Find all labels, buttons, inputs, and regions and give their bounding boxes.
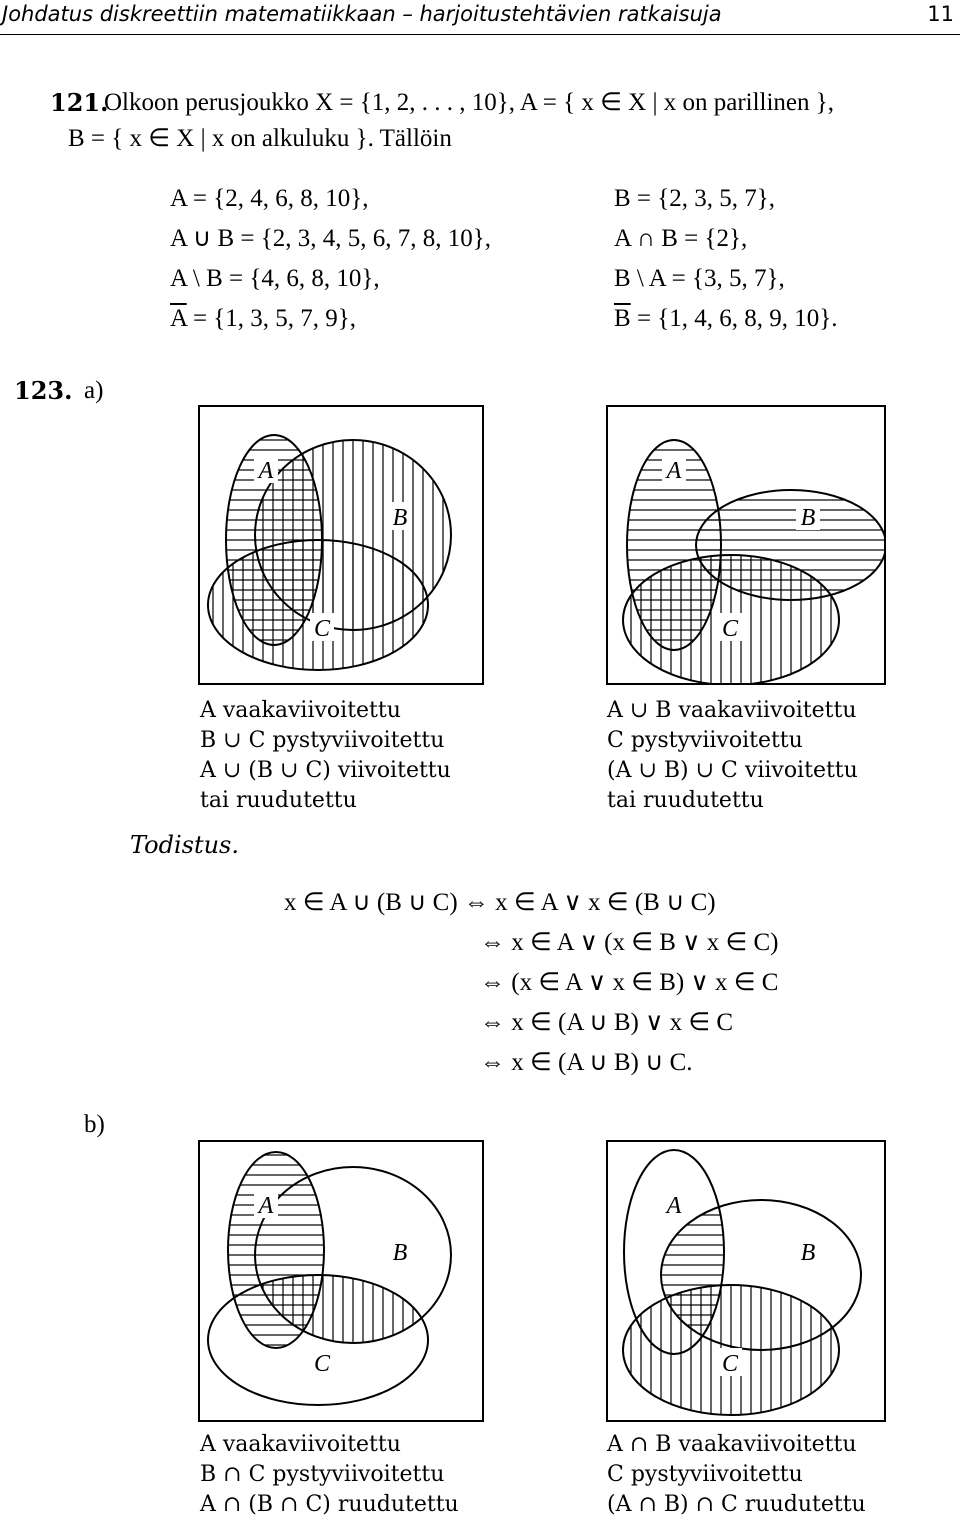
caption-b-left-3: A ∩ (B ∩ C) ruudutettu <box>200 1492 459 1517</box>
difference-ba-line: B \ A = {3, 5, 7}, <box>614 265 785 292</box>
label-b: B <box>392 1240 408 1266</box>
label-a: A <box>666 1193 682 1219</box>
proof-line-3: ⇔ (x ∈ A ∨ x ∈ B) ∨ x ∈ C <box>480 969 779 996</box>
label-c: C <box>313 1351 331 1377</box>
complement-b-symbol: $\overline{B}$ <box>614 305 631 332</box>
header-rule <box>0 34 960 35</box>
set-a-line: A = {2, 4, 6, 8, 10}, <box>170 185 369 212</box>
label-c: C <box>721 1351 739 1377</box>
complement-b-value: = {1, 4, 6, 8, 9, 10}. <box>636 305 838 332</box>
label-c: C <box>721 616 739 642</box>
proof-line-1: x ∈ A ∪ (B ∪ C) ⇔ x ∈ A ∨ x ∈ (B ∪ C) <box>284 889 716 916</box>
proof-line-2: ⇔ x ∈ A ∨ (x ∈ B ∨ x ∈ C) <box>480 929 779 956</box>
part-a-label: a) <box>84 377 104 404</box>
header-title: Johdatus diskreettiin matematiikkaan – harjoitustehtävien ratkaisuja <box>2 2 722 26</box>
intersection-line: A ∩ B = {2}, <box>614 225 748 252</box>
label-a: A <box>666 458 682 484</box>
label-b: B <box>392 505 408 531</box>
caption-a-right-1: A ∪ B vaakaviivoitettu <box>607 698 857 723</box>
set-b-line: B = {2, 3, 5, 7}, <box>614 185 776 212</box>
label-a: A <box>258 458 274 484</box>
venn-b-left <box>198 1140 484 1422</box>
problem-121-line2: B = { x ∈ X | x on alkuluku }. Tällöin <box>68 125 452 152</box>
caption-b-right-2: C pystyviivoitettu <box>607 1462 803 1487</box>
caption-b-right-1: A ∩ B vaakaviivoitettu <box>607 1432 857 1457</box>
caption-b-right-3: (A ∩ B) ∩ C ruudutettu <box>607 1492 866 1517</box>
complement-a-line <box>170 304 356 334</box>
caption-a-right-3: (A ∪ B) ∪ C viivoitettu <box>607 758 858 783</box>
label-b: B <box>800 505 816 531</box>
caption-b-left-1: A vaakaviivoitettu <box>200 1432 401 1457</box>
difference-ab-line: A \ B = {4, 6, 8, 10}, <box>170 265 380 292</box>
venn-a-left <box>198 405 484 685</box>
proof-label: Todistus. <box>130 831 239 859</box>
caption-a-left-3: A ∪ (B ∪ C) viivoitettu <box>200 758 451 783</box>
label-a: A <box>258 1193 274 1219</box>
caption-a-right-4: tai ruudutettu <box>607 788 764 813</box>
venn-a-right <box>606 405 886 685</box>
proof-line-5: ⇔ x ∈ (A ∪ B) ∪ C. <box>480 1049 693 1076</box>
problem-121-number: 121. <box>50 88 109 117</box>
union-line: A ∪ B = {2, 3, 4, 5, 6, 7, 8, 10}, <box>170 225 491 252</box>
complement-a-symbol: $\overline{A}$ <box>170 305 187 332</box>
complement-b-line <box>614 304 838 334</box>
problem-121-line1: Olkoon perusjoukko X = {1, 2, . . . , 10}, A = { x ∈ X | x on parillinen }, <box>104 89 835 116</box>
complement-a-value: = {1, 3, 5, 7, 9}, <box>192 305 357 332</box>
caption-a-left-2: B ∪ C pystyviivoitettu <box>200 728 445 753</box>
part-b-label: b) <box>84 1111 105 1138</box>
label-c: C <box>313 616 331 642</box>
venn-b-right <box>606 1140 886 1422</box>
caption-a-left-1: A vaakaviivoitettu <box>200 698 401 723</box>
caption-a-left-4: tai ruudutettu <box>200 788 357 813</box>
page-number: 11 <box>927 2 954 26</box>
label-b: B <box>800 1240 816 1266</box>
proof-line-4: ⇔ x ∈ (A ∪ B) ∨ x ∈ C <box>480 1009 734 1036</box>
problem-123-number: 123. <box>14 376 73 405</box>
caption-b-left-2: B ∩ C pystyviivoitettu <box>200 1462 445 1487</box>
page-header <box>0 0 960 30</box>
caption-a-right-2: C pystyviivoitettu <box>607 728 803 753</box>
